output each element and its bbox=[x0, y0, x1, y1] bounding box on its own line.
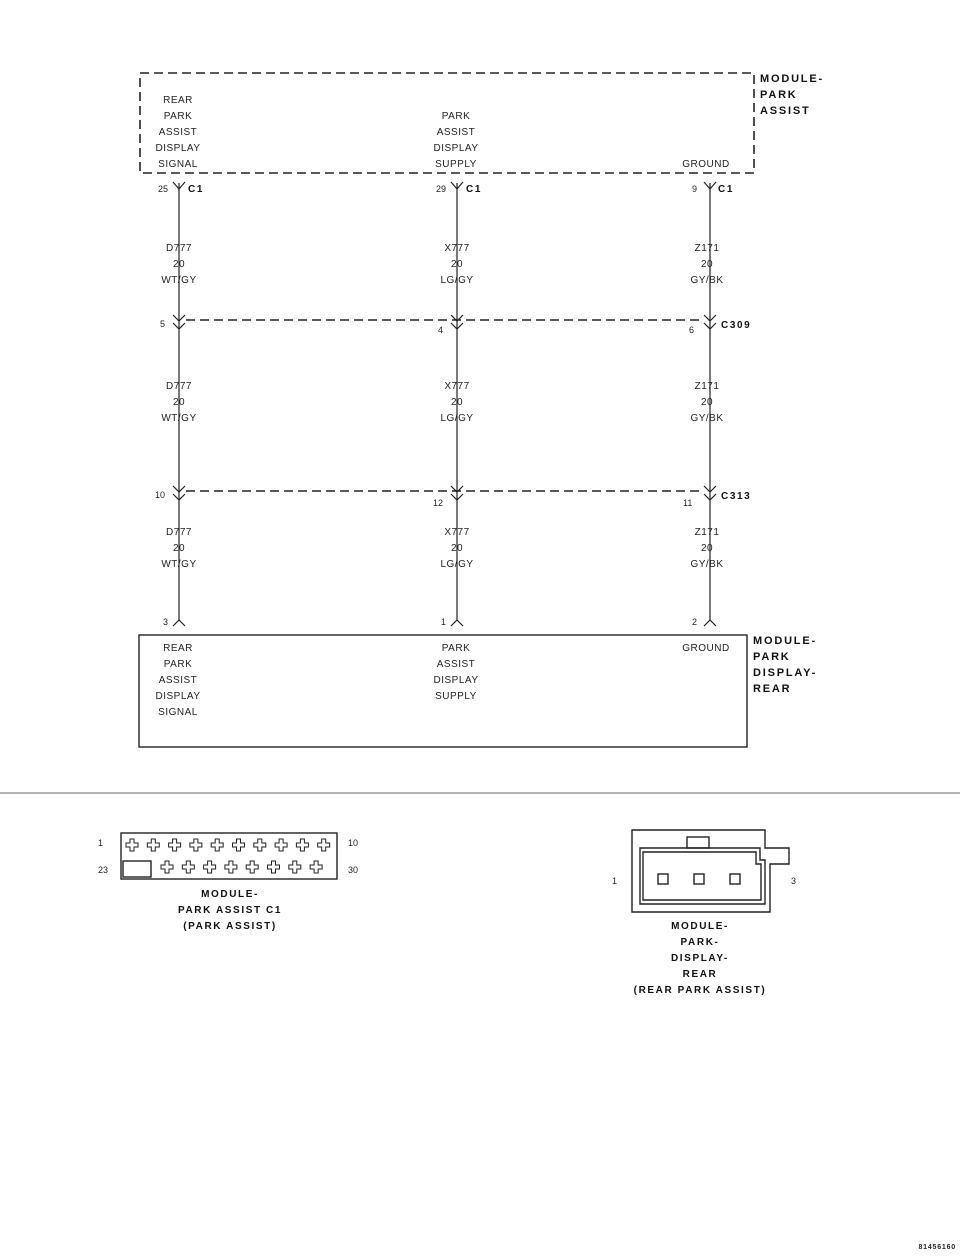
display-connector-view bbox=[612, 830, 796, 996]
display-view-title-4: REAR bbox=[682, 969, 718, 980]
seg1-x777-gauge: 20 bbox=[450, 259, 464, 270]
display-face-pin-1: 1 bbox=[612, 876, 618, 886]
display-face-cavity-1 bbox=[658, 874, 668, 884]
top-pin2-label-2: ASSIST bbox=[436, 127, 476, 138]
top-pin1-label-5: SIGNAL bbox=[158, 159, 198, 170]
bottom-pin2-label-3: DISPLAY bbox=[433, 675, 479, 686]
c1-pin-9: 9 bbox=[692, 184, 698, 194]
c1-top-cavity bbox=[254, 839, 266, 851]
c1-view-title-1: MODULE- bbox=[201, 889, 259, 900]
c1-top-cavity bbox=[190, 839, 202, 851]
c313-pin-11: 11 bbox=[683, 498, 693, 508]
wire-labels-segment-2 bbox=[161, 381, 723, 424]
bottom-pin1-label-1: REAR bbox=[163, 643, 193, 654]
bottom-pin1-label-3: ASSIST bbox=[158, 675, 198, 686]
bottom-pin2-label-2: ASSIST bbox=[436, 659, 476, 670]
seg3-z171-gauge: 20 bbox=[700, 543, 714, 554]
c1-bottom-cavity bbox=[310, 861, 322, 873]
c1-top-cavity bbox=[126, 839, 138, 851]
seg3-x777-code: X777 bbox=[444, 527, 470, 538]
bottom-pin1-label-4: DISPLAY bbox=[155, 691, 201, 702]
seg2-d777-code: D777 bbox=[166, 381, 192, 392]
seg2-x777-color: LG/GY bbox=[440, 413, 474, 424]
top-pin1-label-1: REAR bbox=[163, 95, 193, 106]
connector-display bbox=[163, 617, 716, 627]
seg2-z171-code: Z171 bbox=[694, 381, 720, 392]
c313-pin-10: 10 bbox=[155, 490, 166, 500]
c309-label: C309 bbox=[721, 320, 752, 331]
c1-top-cavity bbox=[233, 839, 245, 851]
display-view-title-3: DISPLAY- bbox=[670, 953, 730, 964]
c1-face-key bbox=[123, 861, 151, 877]
c309-pin-4: 4 bbox=[438, 325, 444, 335]
c1-view-title-3: (PARK ASSIST) bbox=[183, 921, 277, 932]
c1-pin-29: 29 bbox=[436, 184, 447, 194]
module-display-title-1: MODULE- bbox=[753, 635, 817, 647]
seg1-d777-color: WT/GY bbox=[161, 275, 197, 286]
bottom-pin3-label-1: GROUND bbox=[682, 643, 730, 654]
seg1-x777-color: LG/GY bbox=[440, 275, 474, 286]
c1-bottom-cavity bbox=[289, 861, 301, 873]
connector-c309 bbox=[160, 315, 751, 335]
bottom-pin1-label-2: PARK bbox=[163, 659, 193, 670]
module-park-assist-outline bbox=[140, 73, 754, 173]
c1-top-cavity bbox=[296, 839, 308, 851]
top-pin1-label-2: PARK bbox=[163, 111, 193, 122]
module-park-display-rear bbox=[139, 635, 817, 747]
module-display-title-4: REAR bbox=[753, 683, 792, 695]
seg1-z171-color: GY/BK bbox=[690, 275, 724, 286]
connector-c1 bbox=[158, 182, 734, 195]
top-pin3-label-1: GROUND bbox=[682, 159, 730, 170]
display-face-inner bbox=[640, 848, 765, 904]
c1-face-pin-23: 23 bbox=[98, 865, 109, 875]
c1-face-pin-30: 30 bbox=[348, 865, 359, 875]
display-pin-1: 1 bbox=[441, 617, 447, 627]
c1-bottom-cavity bbox=[268, 861, 280, 873]
wire-labels-segment-1 bbox=[161, 243, 723, 286]
seg2-x777-gauge: 20 bbox=[450, 397, 464, 408]
display-view-title-5: (REAR PARK ASSIST) bbox=[633, 985, 767, 996]
seg1-z171-code: Z171 bbox=[694, 243, 720, 254]
module-park-assist-title-2: PARK bbox=[760, 89, 798, 101]
c1-connector-view bbox=[98, 833, 358, 932]
c1-face-pin-1: 1 bbox=[98, 838, 104, 848]
seg2-d777-color: WT/GY bbox=[161, 413, 197, 424]
seg1-d777-code: D777 bbox=[166, 243, 192, 254]
module-display-title-3: DISPLAY- bbox=[753, 667, 818, 679]
display-pin-symbol-1 bbox=[173, 620, 185, 626]
top-pin2-label-1: PARK bbox=[441, 111, 471, 122]
seg2-x777-code: X777 bbox=[444, 381, 470, 392]
seg3-d777-color: WT/GY bbox=[161, 559, 197, 570]
c309-pin-6: 6 bbox=[689, 325, 695, 335]
seg1-x777-code: X777 bbox=[444, 243, 470, 254]
c1-top-cavity bbox=[147, 839, 159, 851]
top-pin1-label-3: ASSIST bbox=[158, 127, 198, 138]
c1-view-title-2: PARK ASSIST C1 bbox=[177, 905, 283, 916]
c313-pin-12: 12 bbox=[433, 498, 444, 508]
display-view-title-2: PARK- bbox=[680, 937, 720, 948]
seg3-x777-color: LG/GY bbox=[440, 559, 474, 570]
seg2-d777-gauge: 20 bbox=[172, 397, 186, 408]
c1-face-bottom-row bbox=[161, 861, 322, 873]
c313-label: C313 bbox=[721, 491, 752, 502]
connector-c313 bbox=[155, 486, 751, 508]
c1-face-top-row bbox=[126, 839, 330, 851]
bottom-pin1-label-5: SIGNAL bbox=[158, 707, 198, 718]
c1-top-cavity bbox=[169, 839, 181, 851]
display-face-cavity-2 bbox=[694, 874, 704, 884]
module-park-assist bbox=[140, 73, 824, 173]
seg3-z171-color: GY/BK bbox=[690, 559, 724, 570]
seg3-z171-code: Z171 bbox=[694, 527, 720, 538]
c1-bottom-cavity bbox=[161, 861, 173, 873]
top-pin2-label-3: DISPLAY bbox=[433, 143, 479, 154]
c1-label-2: C1 bbox=[466, 184, 482, 195]
display-pin-symbol-2 bbox=[451, 620, 463, 626]
c1-bottom-cavity bbox=[225, 861, 237, 873]
bottom-pin2-label-4: SUPPLY bbox=[435, 691, 477, 702]
module-display-title-2: PARK bbox=[753, 651, 791, 663]
top-pin2-label-4: SUPPLY bbox=[435, 159, 477, 170]
display-face-cavity-3 bbox=[730, 874, 740, 884]
bottom-pin2-label-1: PARK bbox=[441, 643, 471, 654]
display-view-title-1: MODULE- bbox=[671, 921, 729, 932]
display-face-pin-3: 3 bbox=[791, 876, 797, 886]
seg3-d777-code: D777 bbox=[166, 527, 192, 538]
seg1-d777-gauge: 20 bbox=[172, 259, 186, 270]
module-park-assist-title-1: MODULE- bbox=[760, 73, 824, 85]
c1-label-1: C1 bbox=[188, 184, 204, 195]
seg3-d777-gauge: 20 bbox=[172, 543, 186, 554]
seg1-z171-gauge: 20 bbox=[700, 259, 714, 270]
wire-labels-segment-3 bbox=[161, 527, 723, 570]
top-pin1-label-4: DISPLAY bbox=[155, 143, 201, 154]
c1-top-cavity bbox=[318, 839, 330, 851]
display-pin-symbol-3 bbox=[704, 620, 716, 626]
c1-face-pin-10: 10 bbox=[348, 838, 359, 848]
c1-bottom-cavity bbox=[246, 861, 258, 873]
module-park-assist-title-3: ASSIST bbox=[760, 105, 811, 117]
display-face-inner-2 bbox=[643, 852, 761, 900]
c1-label-3: C1 bbox=[718, 184, 734, 195]
seg3-x777-gauge: 20 bbox=[450, 543, 464, 554]
c1-bottom-cavity bbox=[182, 861, 194, 873]
seg2-z171-gauge: 20 bbox=[700, 397, 714, 408]
figure-id: 81456160 bbox=[918, 1244, 956, 1251]
c1-pin-25: 25 bbox=[158, 184, 169, 194]
c309-pin-5: 5 bbox=[160, 319, 166, 329]
display-pin-2: 2 bbox=[692, 617, 698, 627]
seg2-z171-color: GY/BK bbox=[690, 413, 724, 424]
display-face-latch bbox=[687, 837, 709, 848]
c1-top-cavity bbox=[211, 839, 223, 851]
display-pin-3: 3 bbox=[163, 617, 169, 627]
c1-bottom-cavity bbox=[204, 861, 216, 873]
c1-top-cavity bbox=[275, 839, 287, 851]
